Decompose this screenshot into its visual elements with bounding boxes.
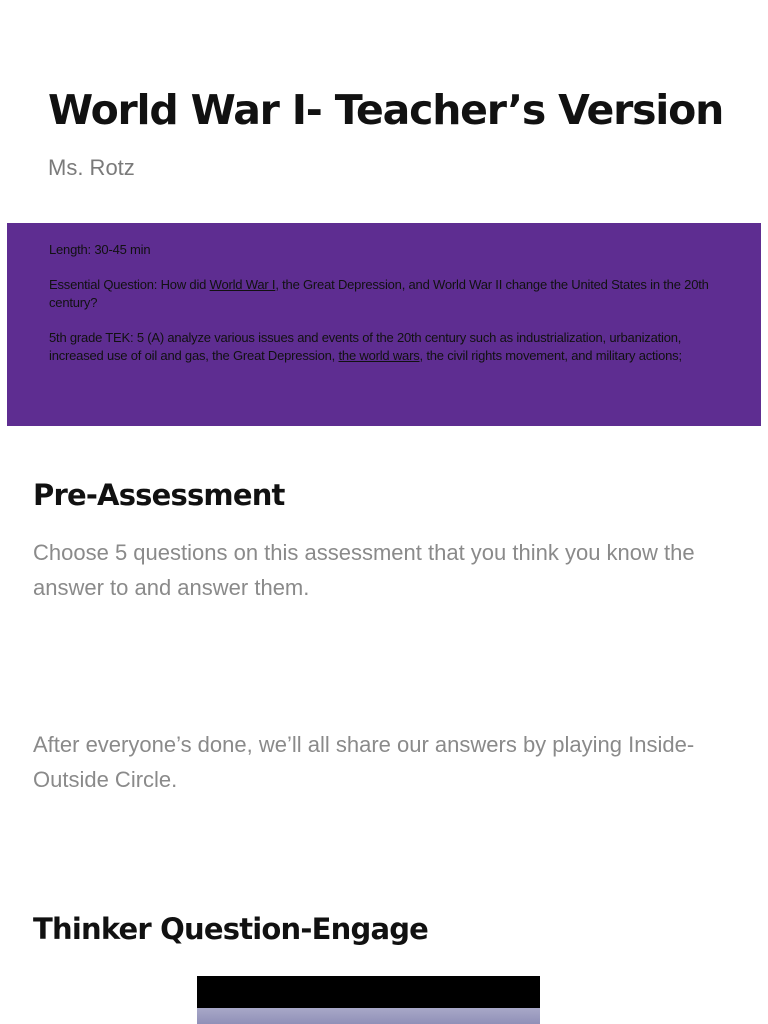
author-name: Ms. Rotz (48, 155, 135, 180)
lesson-info-banner (7, 223, 761, 426)
tek-suffix: , the civil rights movement, and military actions; (419, 347, 682, 363)
essential-question-suffix: , the Great Depression, and World War II change the United States in the 20th century? (49, 277, 709, 310)
essential-question (49, 276, 721, 311)
pre-assessment-heading: Pre-Assessment (33, 478, 285, 512)
lesson-length (49, 241, 721, 259)
tek-standard (49, 329, 721, 364)
thinker-question-heading: Thinker Question-Engage (33, 912, 429, 946)
lesson-length-text: Length: 30-45 min (49, 242, 151, 257)
tek-prefix: 5th grade TEK: 5 (A) analyze various issues and events of the 20th century such as industrialization, urbanization, increased use of oil and gas, the Great Depression, (49, 330, 682, 363)
pre-assessment-instructions: Choose 5 questions on this assessment that you think you know the answer to and answer them. (33, 540, 695, 600)
page-title: World War I- Teacher’s Version (48, 86, 724, 134)
video-embed[interactable] (197, 976, 540, 1024)
essential-question-prefix: Essential Question: How did (49, 277, 210, 292)
pre-assessment-sharing: After everyone’s done, we’ll all share our answers by playing Inside-Outside Circle. (33, 732, 695, 792)
world-wars-link[interactable]: the world wars (338, 347, 420, 363)
world-war-i-link[interactable]: World War I (209, 277, 276, 292)
video-thumbnail (197, 1008, 540, 1024)
